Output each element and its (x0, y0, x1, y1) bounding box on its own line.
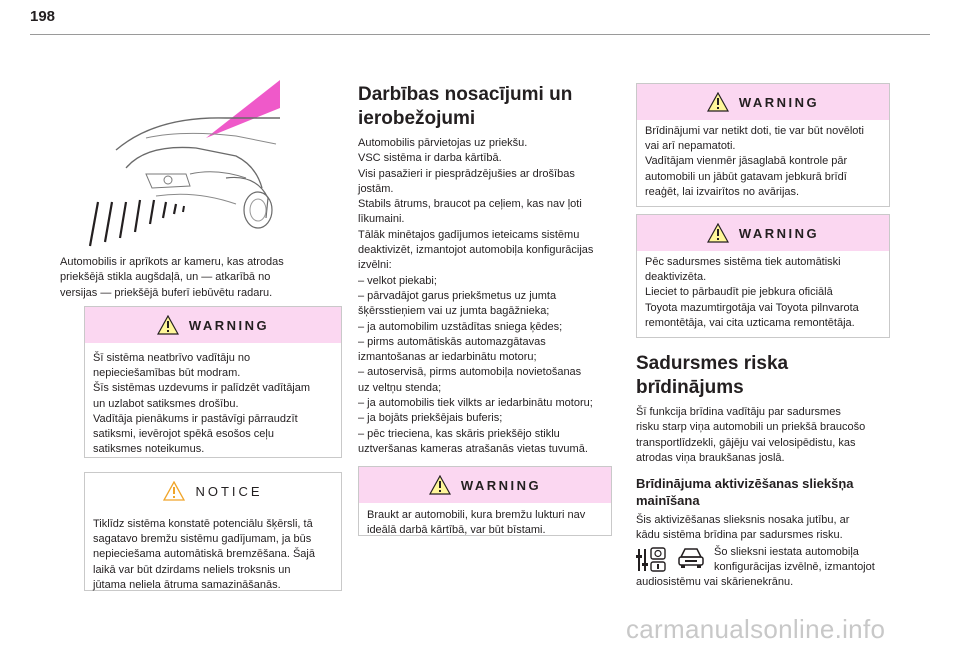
conditions-section (358, 83, 620, 457)
warning-title: WARNING (188, 317, 270, 333)
notice-title: NOTICE (195, 483, 263, 499)
notice-header (85, 473, 341, 509)
warning-line: un uzlabot satiksmes drošību. (93, 397, 239, 410)
notice-line: nepieciešama automātiskā bremzēšana. Šajā (93, 548, 315, 561)
section-heading (636, 352, 896, 400)
warning-line: Toyota mazumtirgotāja vai Toyota pilnvarota (645, 301, 859, 314)
notice-line: Tiklīdz sistēma konstatē potenciālu šķērsli, tā (93, 518, 313, 530)
notice-triangle-icon (163, 481, 185, 501)
warning-line: satiksmes noteikumus. (93, 443, 205, 456)
body-line: Šo slieksni iestata automobiļa (714, 545, 859, 558)
body-line: audiosistēmu vai skārienekrānu. (636, 576, 794, 589)
warning-line: remontētāja, vai cita uzticama remontētāja. (645, 316, 855, 329)
body-line: – pēc trieciena, kas skāris priekšējo stiklu (358, 427, 560, 440)
warning-line: Brīdinājumi var netikt doti, tie var būt novēloti (645, 125, 864, 137)
notice-line: sagatavo bremžu sistēmu gadījumam, ja būs (93, 533, 312, 546)
warning-box (84, 306, 342, 458)
warning-line: ideālā darbā kārtībā, var būt bīstami. (367, 524, 546, 537)
settings-menu-icon (636, 545, 670, 575)
notice-box (84, 472, 342, 591)
warning-triangle-icon (707, 223, 729, 243)
body-line: atrodas viņa braukšanas joslā. (636, 451, 785, 464)
body-line: izmantošanas ar iedarbinātu motoru; (358, 351, 537, 364)
page-number: 198 (30, 8, 56, 25)
heading-line: Darbības nosacījumi un (358, 84, 573, 105)
body-line: Šis aktivizēšanas slieksnis nosaka jutību, ar (636, 514, 850, 527)
body-line: kādu sistēma brīdina par sadursmes risku. (636, 529, 843, 542)
warning-line: satiksmi, ievērojot spēkā esošos ceļu (93, 428, 274, 441)
body-line: – ja automobilis tiek vilkts ar iedarbinātu motoru; (358, 397, 593, 410)
body-line: uztveršanas kameras atrašanās vietas tuvumā. (358, 442, 588, 455)
body-line: – pirms automātiskās automazgātavas (358, 335, 546, 348)
section-heading (358, 83, 620, 131)
body-line: līkumaini. (358, 213, 405, 226)
heading-line: ierobežojumi (358, 108, 476, 129)
header-rule (30, 34, 930, 35)
warning-title: WARNING (738, 225, 820, 241)
warning-line: Vadītājam vienmēr jāsaglabā kontrole pār (645, 155, 848, 168)
body-line: Tālāk minētajos gadījumos ieteicams sistēmu (358, 228, 580, 241)
warning-header (637, 215, 889, 251)
warning-header (85, 307, 341, 343)
subsection-heading (636, 475, 896, 509)
subheading-line: Brīdinājuma aktivizēšanas sliekšņa (636, 476, 854, 492)
warning-box (636, 214, 890, 338)
body-line: izvēlni: (358, 259, 392, 272)
body-line: – velkot piekabi; (358, 274, 437, 287)
warning-line: vai arī nepamatoti. (645, 140, 736, 153)
subheading-line: mainīšana (636, 493, 700, 509)
body-line: deaktivizēt, izmantojot automobiļa konfigurācijas (358, 244, 594, 257)
body-line: šķērsstieņiem vai uz jumta bagāžnieka; (358, 305, 550, 318)
camera-illustration (86, 78, 280, 250)
watermark-text: carmanualsonline.info (626, 614, 886, 644)
notice-line: jūtama neliela ātruma samazināšanās. (93, 578, 281, 591)
warning-line: Vadītāja pienākums ir pastāvīgi pārraudzīt (93, 412, 298, 425)
warning-triangle-icon (707, 92, 729, 112)
warning-header (637, 84, 889, 120)
body-line: risku starp viņa automobili un priekšā braucošo (636, 421, 866, 434)
body-line: – ja automobilim uzstādītas sniega ķēdes; (358, 320, 563, 333)
warning-line: Braukt ar automobili, kura bremžu lukturi nav (367, 509, 586, 521)
caption-line: versijas — priekšējā buferī iebūvētu radaru. (60, 286, 273, 299)
heading-line: Sadursmes riska (636, 353, 789, 374)
body-line: konfigurācijas izvēlnē, izmantojot (714, 561, 875, 574)
body-line: – pārvadājot garus priekšmetus uz jumta (358, 289, 557, 302)
warning-box (358, 466, 612, 536)
warning-title: WARNING (460, 477, 542, 493)
warning-line: Lieciet to pārbaudīt pie jebkura oficiālā (645, 286, 833, 299)
body-line: uz veltņu stenda; (358, 381, 442, 394)
warning-title: WARNING (738, 94, 820, 110)
body-line: transportlīdzekli, gājēju vai velosipēdistu, kas (636, 436, 856, 449)
warning-triangle-icon (429, 475, 451, 495)
body-line: Visi pasažieri ir piesprādzējušies ar drošības (358, 167, 575, 180)
car-alert-icon (676, 545, 706, 571)
body-line: Automobilis pārvietojas uz priekšu. (358, 137, 528, 149)
warning-header (359, 467, 611, 503)
warning-line: deaktivizēta. (645, 271, 707, 284)
body-line: – ja bojāts priekšējais buferis; (358, 412, 503, 425)
collision-section (636, 352, 896, 591)
heading-line: brīdinājums (636, 377, 744, 398)
warning-box (636, 83, 890, 207)
body-line: VSC sistēma ir darba kārtībā. (358, 152, 502, 165)
body-line: – autoservisā, pirms automobiļa novietošanas (358, 366, 582, 379)
caption-line: priekšējā stikla augšdaļā, un — atkarībā no (60, 271, 271, 284)
caption (60, 255, 342, 301)
icon-row (636, 545, 896, 576)
notice-line: laikā var būt dzirdams neliels troksnis un (93, 563, 291, 576)
warning-line: Šīs sistēmas uzdevums ir palīdzēt vadītājam (93, 382, 311, 395)
warning-line: Pēc sadursmes sistēma tiek automātiski (645, 256, 841, 268)
warning-line: nepieciešamības būt modram. (93, 367, 241, 380)
warning-line: Šī sistēma neatbrīvo vadītāju no (93, 352, 251, 364)
body-line: Šī funkcija brīdina vadītāju par sadursmes (636, 406, 841, 418)
warning-line: automobili un jābūt gatavam jebkurā brīdī (645, 170, 847, 183)
body-line: jostām. (358, 182, 394, 195)
caption-line: Automobilis ir aprīkots ar kameru, kas atrodas (60, 256, 284, 268)
warning-triangle-icon (157, 315, 179, 335)
body-line: Stabils ātrums, braucot pa ceļiem, kas nav ļoti (358, 198, 582, 211)
warning-line: reaģēt, lai izvairītos no avārijas. (645, 185, 800, 198)
